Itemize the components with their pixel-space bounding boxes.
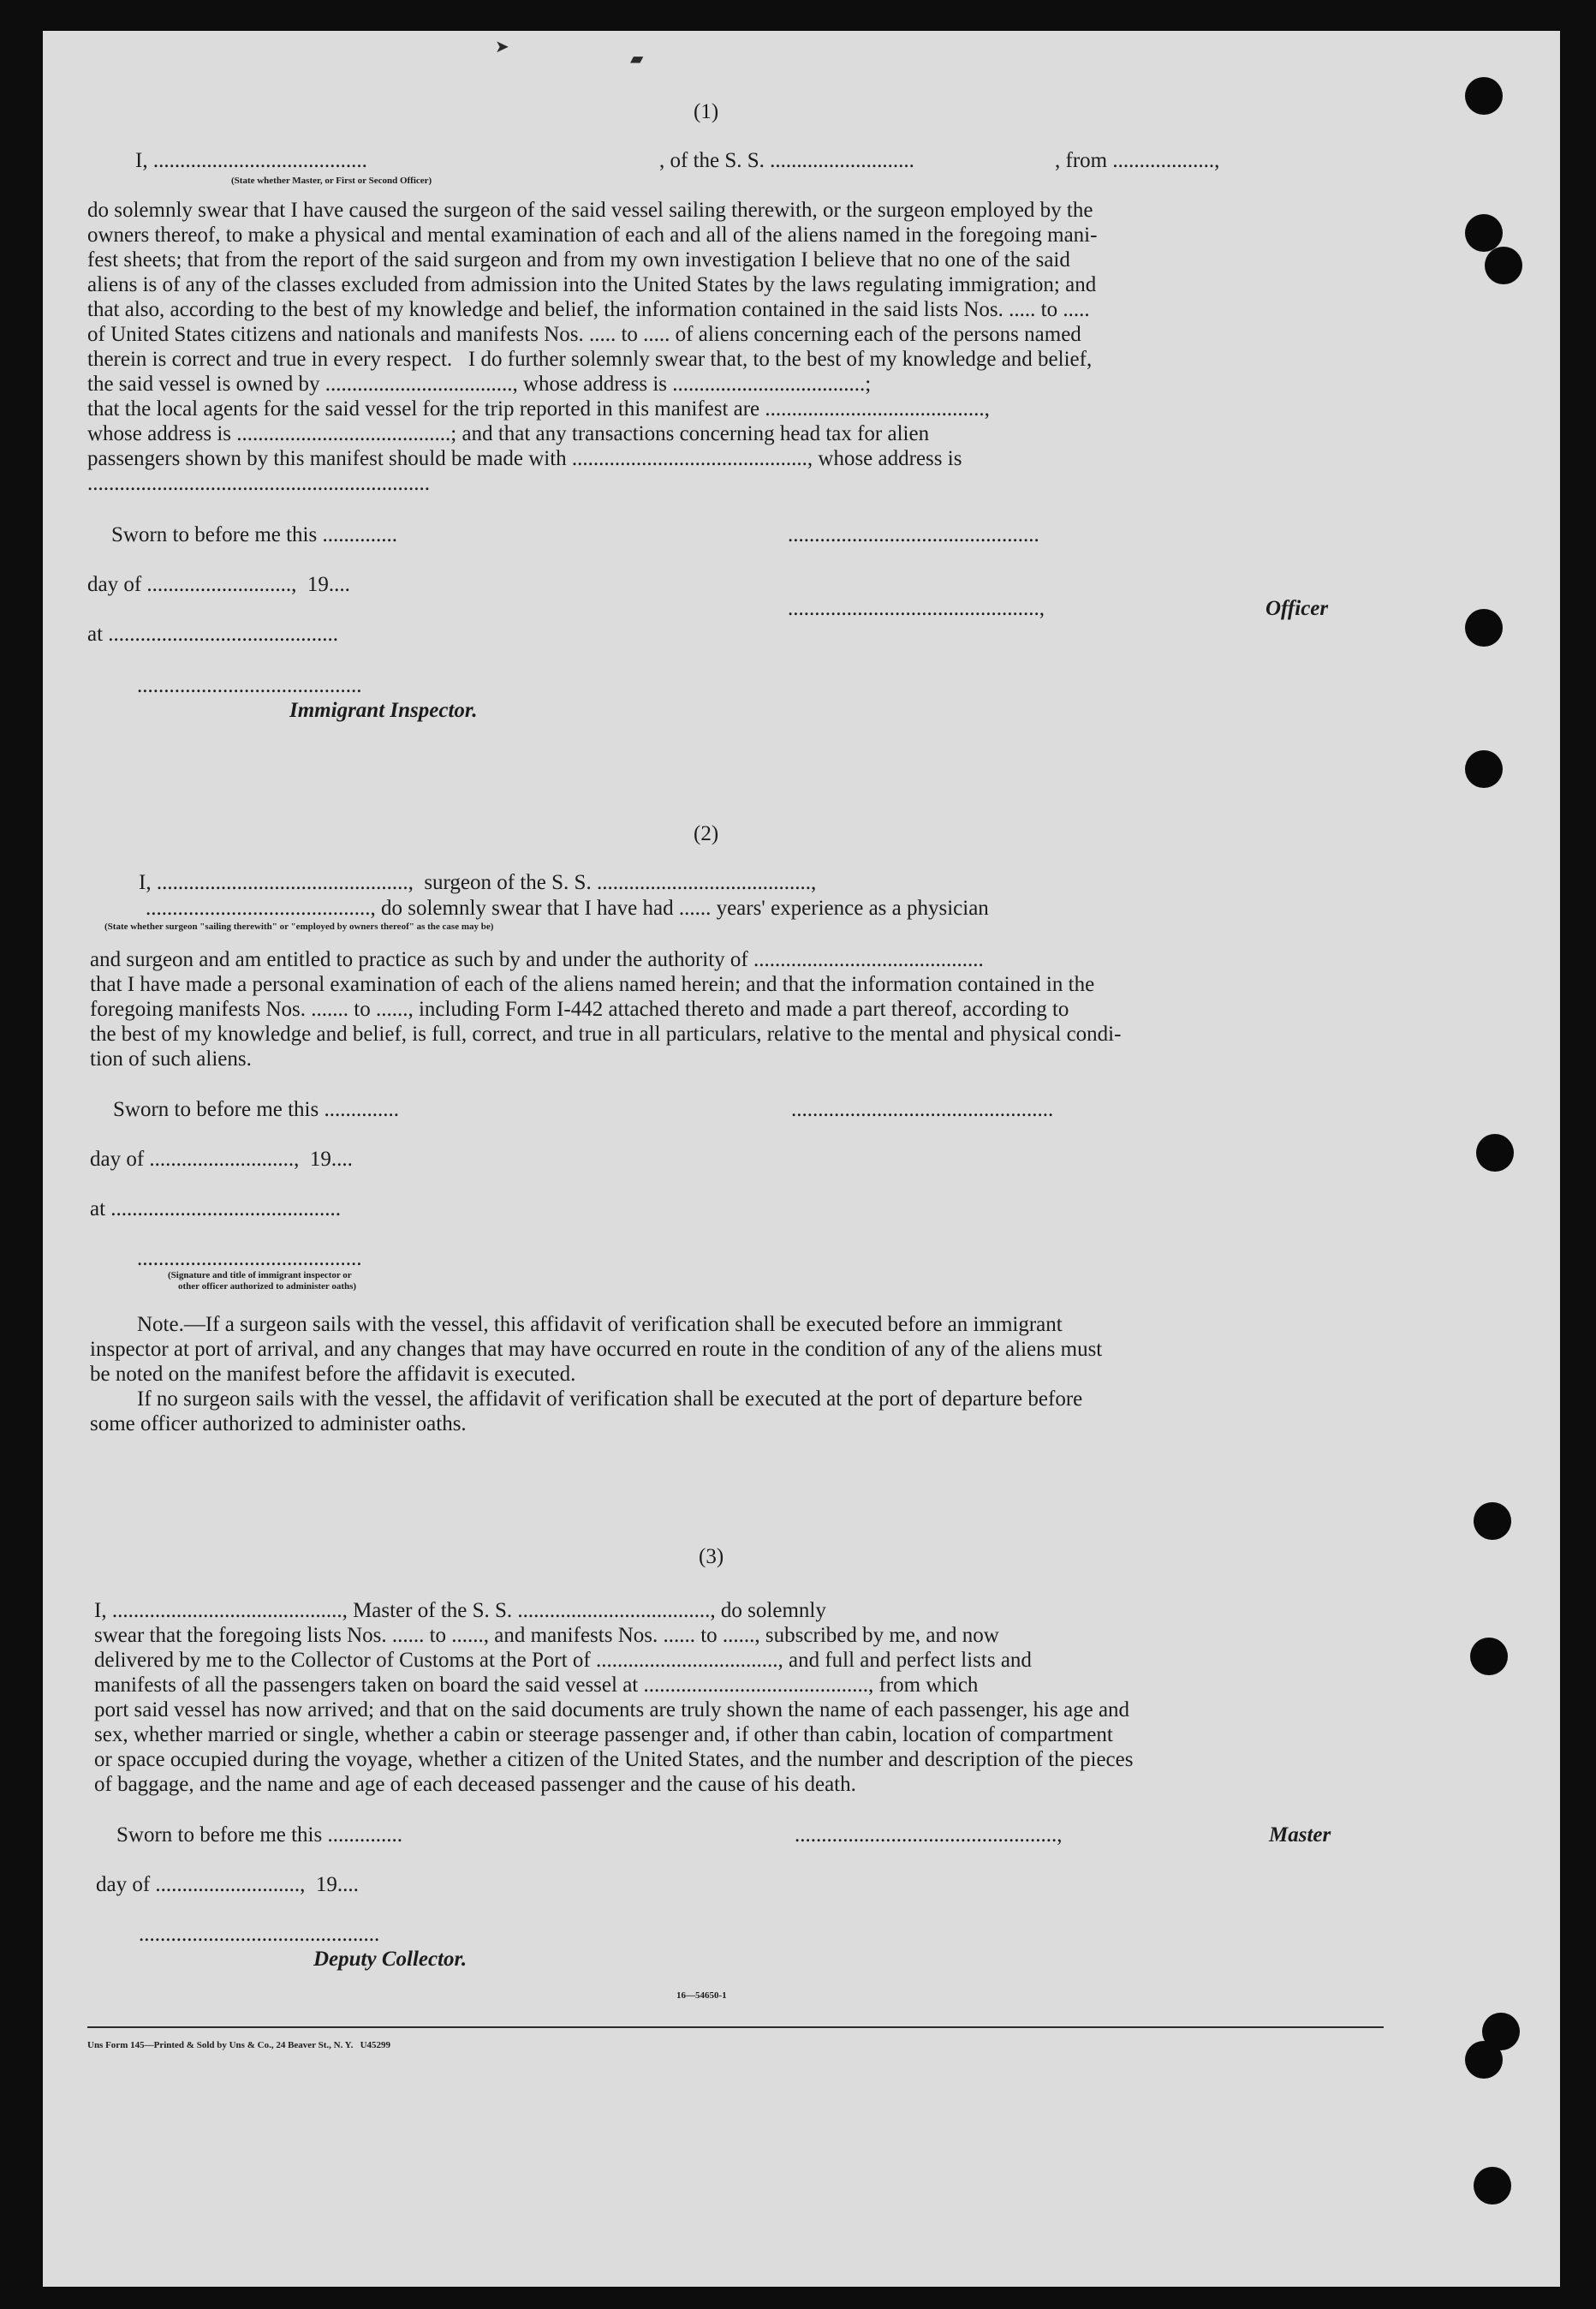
body-line: and surgeon and am entitled to practice as such by and under the authority of ........................................... <box>90 948 984 971</box>
section2-sworn: Sworn to before me this .............. <box>113 1098 399 1121</box>
body-line: passengers shown by this manifest should be made with ............................................, whose address is <box>87 447 962 470</box>
footer-rule <box>87 2026 1384 2028</box>
section3-sworn: Sworn to before me this .............. <box>116 1823 402 1847</box>
body-line: foregoing manifests Nos. ....... to ......, including Form I-442 attached thereto and made a part thereof, according to <box>90 998 1069 1021</box>
section2-signature-note-1: (Signature and title of immigrant inspector or <box>168 1270 352 1280</box>
section1-sworn: Sworn to before me this .............. <box>111 523 397 546</box>
section2-number: (2) <box>694 822 719 845</box>
section3-day: day of ..........................., 19.... <box>96 1873 359 1896</box>
ink-mark: ▰ <box>630 50 644 69</box>
note-line: inspector at port of arrival, and any changes that may have occurred en route in the condition of any of the aliens must <box>90 1338 1103 1361</box>
punch-hole <box>1476 1134 1514 1172</box>
section2-surgeon-note: (State whether surgeon "sailing therewith" or "employed by owners thereof" as the case may be) <box>104 922 494 932</box>
body-line: of United States citizens and nationals and manifests Nos. ..... to ..... of aliens concerning each of the persons named <box>87 323 1081 346</box>
section2-signature-line: .......................................... <box>137 1247 362 1270</box>
printer-imprint: Uns Form 145—Printed & Sold by Uns & Co., 24 Beaver St., N. Y. U45299 <box>87 2040 391 2050</box>
section3-collector-label: Deputy Collector. <box>313 1948 467 1971</box>
body-line: that I have made a personal examination of each of the aliens named herein; and that the information contained in the <box>90 973 1095 996</box>
body-line: the said vessel is owned by ..................................., whose address is ....................................; <box>87 373 872 396</box>
section1-sworn-right: ............................................... <box>788 523 1039 546</box>
note-line: be noted on the manifest before the affidavit is executed. <box>90 1363 576 1386</box>
section2-at: at ........................................... <box>90 1197 342 1220</box>
section3-number: (3) <box>699 1545 724 1568</box>
body-line: ................................................................ <box>87 472 430 495</box>
body-line: that the local agents for the said vessel for the trip reported in this manifest are ........................................., <box>87 397 990 421</box>
section1-master-field: I, ........................................ <box>135 149 367 172</box>
body-line: tion of such aliens. <box>90 1047 252 1071</box>
body-line: aliens is of any of the classes excluded from admission into the United States by the laws regulating immigration; and <box>87 273 1097 296</box>
section1-inspector-line: .......................................... <box>137 674 362 697</box>
body-line: therein is correct and true in every respect. I do further solemnly swear that, to the best of my knowledge and belief, <box>87 348 1093 371</box>
punch-hole <box>1474 2167 1511 2205</box>
section1-officer-line: ..............................................., <box>788 597 1045 620</box>
section1-day: day of ..........................., 19.... <box>87 573 350 596</box>
body-line: owners thereof, to make a physical and mental examination of each and all of the aliens named in the foregoing mani- <box>87 224 1098 247</box>
punch-hole <box>1474 1502 1511 1540</box>
body-line: do solemnly swear that I have caused the surgeon of the said vessel sailing therewith, or the surgeon employed by the <box>87 199 1093 222</box>
body-line: I, ..........................................., Master of the S. S. ...................................., do solemnly <box>94 1599 826 1622</box>
punch-hole <box>1485 247 1522 284</box>
section1-vessel-field: , of the S. S. ........................... <box>659 149 914 172</box>
ink-mark: ➤ <box>495 38 509 57</box>
body-line: or space occupied during the voyage, whether a citizen of the United States, and the number and description of the pieces <box>94 1748 1134 1771</box>
body-line: whose address is ........................................; and that any transactions concerning head tax for alien <box>87 422 930 445</box>
section1-at: at ........................................... <box>87 623 339 646</box>
punch-hole <box>1465 609 1503 647</box>
body-line: delivered by me to the Collector of Customs at the Port of .................................., and full and perfect lists and <box>94 1649 1032 1672</box>
form-number: 16—54650-1 <box>676 1990 727 2001</box>
body-line: swear that the foregoing lists Nos. ...... to ......, and manifests Nos. ...... to ......, subscribed by me, and now <box>94 1624 999 1647</box>
section1-officer-note: (State whether Master, or First or Second Officer) <box>231 176 432 186</box>
punch-hole <box>1465 77 1503 115</box>
body-line: manifests of all the passengers taken on board the said vessel at .........................................., from which <box>94 1674 979 1697</box>
section2-day: day of ..........................., 19.... <box>90 1148 353 1171</box>
section2-experience-field: .........................................., do solemnly swear that I have had ...... years' experience as a physician <box>146 897 989 920</box>
section2-signature-note-2: other officer authorized to administer oaths) <box>178 1281 357 1292</box>
note-line: Note.—If a surgeon sails with the vessel, this affidavit of verification shall be executed before an immigrant <box>137 1313 1063 1336</box>
section2-sworn-right: ................................................. <box>791 1098 1054 1121</box>
body-line: of baggage, and the name and age of each deceased passenger and the cause of his death. <box>94 1773 856 1796</box>
section3-master-line: ................................................., <box>795 1823 1063 1847</box>
note-line: some officer authorized to administer oaths. <box>90 1412 467 1435</box>
punch-hole <box>1465 2041 1503 2079</box>
section2-surgeon-field: I, ..............................................., surgeon of the S. S. ........................................, <box>139 871 817 894</box>
body-line: sex, whether married or single, whether a cabin or steerage passenger and, if other than cabin, location of compartment <box>94 1723 1113 1746</box>
punch-hole <box>1470 1638 1508 1675</box>
section3-collector-line: ............................................. <box>139 1923 380 1946</box>
section1-from-field: , from ..................., <box>1055 149 1220 172</box>
section1-number: (1) <box>694 100 719 123</box>
section3-master-label: Master <box>1269 1823 1331 1847</box>
body-line: the best of my knowledge and belief, is full, correct, and true in all particulars, relative to the mental and physical condi- <box>90 1023 1122 1046</box>
punch-hole <box>1465 214 1503 252</box>
note-line: If no surgeon sails with the vessel, the affidavit of verification shall be executed at the port of departure before <box>137 1387 1083 1411</box>
body-line: that also, according to the best of my knowledge and belief, the information contained in the said lists Nos. ..... to ..... <box>87 298 1090 321</box>
document-page <box>43 31 1560 2287</box>
body-line: fest sheets; that from the report of the said surgeon and from my own investigation I believe that no one of the said <box>87 248 1070 271</box>
body-line: port said vessel has now arrived; and that on the said documents are truly shown the name of each passenger, his age and <box>94 1698 1130 1721</box>
punch-hole <box>1465 750 1503 788</box>
section1-officer-label: Officer <box>1265 597 1329 620</box>
section1-inspector-label: Immigrant Inspector. <box>289 699 478 722</box>
